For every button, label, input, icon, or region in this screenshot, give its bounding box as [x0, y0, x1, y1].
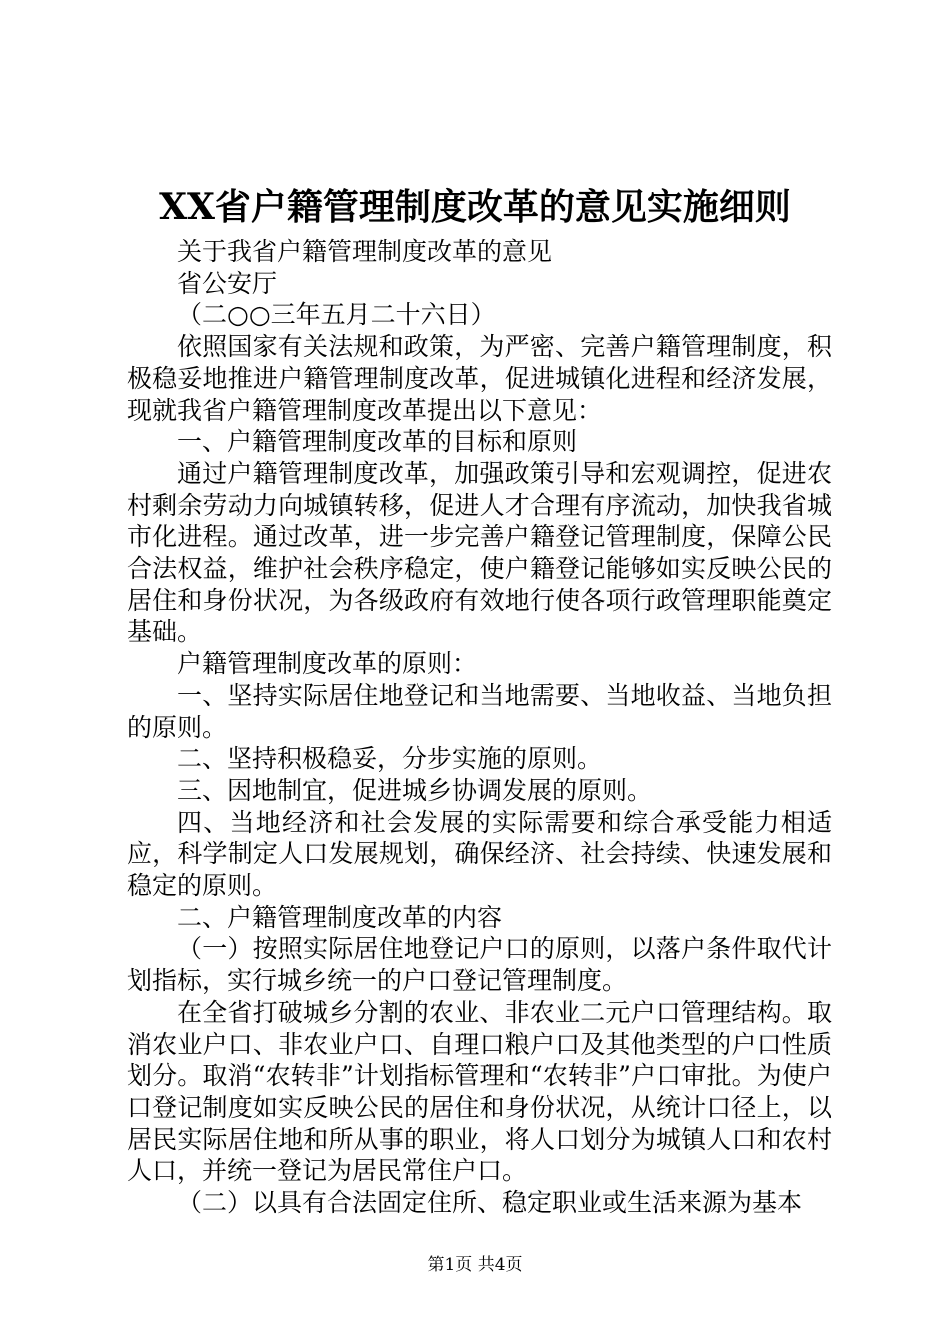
document-body: [127, 236, 832, 1219]
paragraph-item-1-detail: 在全省打破城乡分割的农业、非农业二元户口管理结构。取消农业户口、非农业户口、自理口粮户口及其他类型的户口性质划分。取消“农转非”计划指标管理和“农转非”户口审批。为使户口登记制度如实反映公民的居住和身份状况，从统计口径上，以居民实际居住地和所从事的职业，将人口划分为城镇人口和农村人口，并统一登记为居民常住户口。: [127, 997, 832, 1186]
paragraph-intro: 依照国家有关法规和政策，为严密、完善户籍管理制度，积极稳妥地推进户籍管理制度改革，促进城镇化进程和经济发展，现就我省户籍管理制度改革提出以下意见：: [127, 332, 832, 425]
paragraph-item-2: （二）以具有合法固定住所、稳定职业或生活来源为基本: [177, 1188, 803, 1218]
paragraph-goals: 通过户籍管理制度改革，加强政策引导和宏观调控，促进农村剩余劳动力向城镇转移，促进人才合理有序流动，加快我省城市化进程。通过改革，进一步完善户籍登记管理制度，保障公民合法权益，维护社会秩序稳定，使户籍登记能够如实反映公民的居住和身份状况，为各级政府有效地行使各项行政管理职能奠定基础。: [127, 458, 832, 647]
paragraph-issuer: 省公安厅: [177, 268, 278, 298]
paragraph-principle-1: 一、坚持实际居住地登记和当地需要、当地收益、当地负担的原则。: [127, 680, 832, 742]
paragraph-principle-3: 三、因地制宜，促进城乡协调发展的原则。: [177, 775, 653, 805]
section-heading-content: 二、户籍管理制度改革的内容: [177, 902, 503, 932]
paragraph-date: （二○○三年五月二十六日）: [177, 300, 496, 330]
paragraph-item-1: （一）按照实际居住地登记户口的原则，以落户条件取代计划指标，实行城乡统一的户口登记管理制度。: [127, 934, 832, 996]
paragraph-principle-2: 二、坚持积极稳妥，分步实施的原则。: [177, 744, 603, 774]
paragraph-principles-heading: 户籍管理制度改革的原则：: [177, 649, 478, 679]
document-title: XX省户籍管理制度改革的意见实施细则: [159, 186, 791, 228]
paragraph-principle-4: 四、当地经济和社会发展的实际需要和综合承受能力相适应，科学制定人口发展规划，确保经济、社会持续、快速发展和稳定的原则。: [127, 807, 832, 901]
section-heading-goals: 一、户籍管理制度改革的目标和原则: [177, 427, 578, 457]
page-footer: 第1页 共4页: [427, 1255, 523, 1275]
paragraph-subtitle: 关于我省户籍管理制度改革的意见: [177, 237, 553, 266]
